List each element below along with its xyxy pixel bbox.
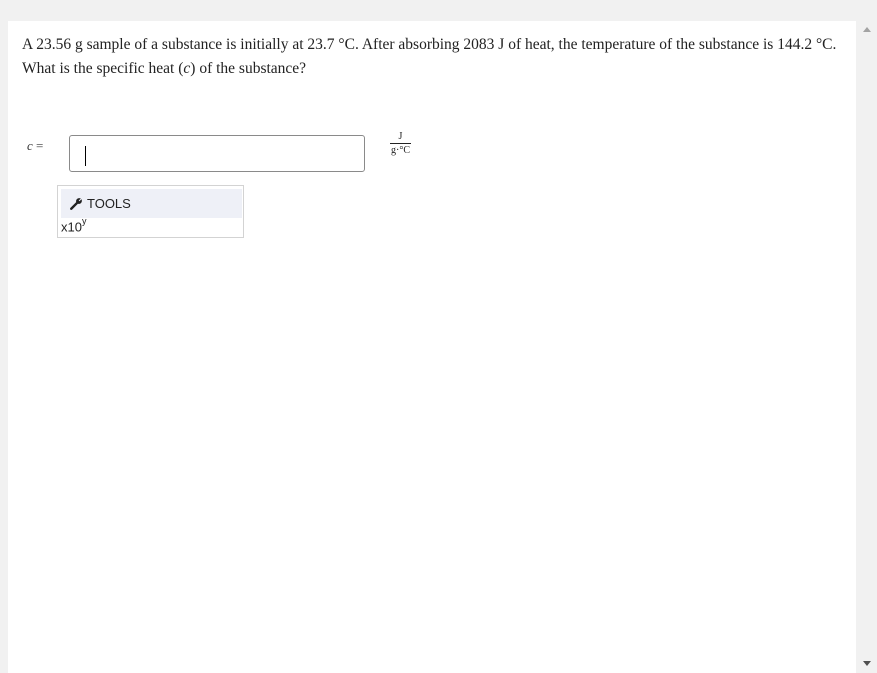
question-panel: [8, 21, 856, 673]
question-text: [22, 33, 842, 81]
scroll-up-arrow-icon[interactable]: [863, 27, 871, 32]
scientific-notation-button[interactable]: [61, 218, 86, 234]
answer-input[interactable]: [69, 135, 365, 172]
tools-box: [57, 185, 244, 238]
text-caret: [85, 146, 86, 166]
sci-notation-exponent: y: [81, 216, 87, 226]
question-text-part2: ) of the substance?: [190, 60, 307, 77]
unit-denominator: g·°C: [391, 145, 410, 156]
question-text-part1: A 23.56 g sample of a substance is initially at 23.7 °C. After absorbing 2083 J of heat, the temperature of the substance is 144.2 °C. What is the specific heat (: [22, 36, 837, 77]
unit-fraction-bar: [390, 143, 411, 144]
vertical-scrollbar[interactable]: [856, 21, 877, 673]
tools-label: TOOLS: [87, 196, 131, 211]
question-variable: c: [183, 60, 191, 77]
scroll-down-arrow-icon[interactable]: [863, 661, 871, 666]
answer-label-variable: c: [27, 138, 33, 153]
unit-numerator: J: [398, 131, 403, 142]
tools-button[interactable]: [61, 189, 242, 218]
sci-notation-base: x10: [61, 219, 82, 235]
answer-label: [27, 138, 43, 154]
wrench-icon: [69, 197, 83, 211]
answer-label-equals: =: [32, 138, 44, 153]
answer-unit: [390, 131, 411, 156]
